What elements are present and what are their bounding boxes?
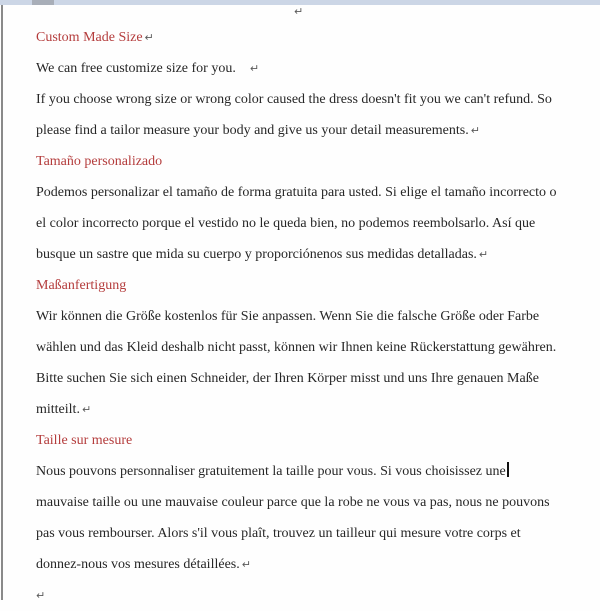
paragraph-mark: ↵ — [249, 62, 260, 75]
text-line[interactable] — [36, 456, 581, 487]
heading-text: Taille sur mesure — [36, 433, 133, 448]
document-text-area[interactable] — [36, 22, 581, 611]
heading-text: Maßanfertigung — [36, 278, 127, 293]
paragraph-mark: ↵ — [81, 403, 92, 416]
text-line[interactable] — [36, 518, 581, 549]
text-line[interactable] — [36, 239, 581, 270]
body-text: If you choose wrong size or wrong color caused the dress doesn't fit you we can't refund. So — [36, 92, 552, 107]
paragraph-mark: ↵ — [478, 248, 489, 261]
text-line[interactable] — [36, 487, 581, 518]
heading-text: Tamaño personalizado — [36, 154, 163, 169]
text-line[interactable] — [36, 53, 581, 84]
heading-tamano-personalizado[interactable] — [36, 146, 581, 177]
paragraph-mark: ↵ — [470, 124, 480, 137]
body-text: please find a tailor measure your body and give us your detail measurements. — [36, 123, 469, 138]
body-text: Bitte suchen Sie sich einen Schneider, der Ihren Körper misst und uns Ihre genauen Maße — [36, 371, 539, 386]
text-line[interactable] — [36, 394, 581, 425]
body-text: busque un sastre que mida su cuerpo y proporciónenos sus medidas detalladas. — [36, 247, 477, 262]
text-line[interactable] — [36, 301, 581, 332]
paragraph-mark: ↵ — [294, 5, 304, 18]
text-line[interactable] — [36, 177, 581, 208]
body-text: wählen und das Kleid deshalb nicht passt, können wir Ihnen keine Rückerstattung gewähren. — [36, 340, 557, 355]
text-line[interactable] — [36, 84, 581, 115]
heading-taille-sur-mesure[interactable] — [36, 425, 581, 456]
body-text: Nous pouvons personnaliser gratuitement la taille pour vous. Si vous choisissez une — [36, 464, 506, 479]
heading-custom-made-size[interactable] — [36, 22, 581, 53]
body-text: donnez-nous vos mesures détaillées. — [36, 557, 240, 572]
body-text: mitteilt. — [36, 402, 80, 417]
body-text: We can free customize size for you. — [36, 61, 236, 76]
body-text: Podemos personalizar el tamaño de forma gratuita para usted. Si elige el tamaño incorrecto o — [36, 185, 557, 200]
heading-massanfertigung[interactable] — [36, 270, 581, 301]
text-line[interactable] — [36, 115, 581, 146]
paragraph-mark: ↵ — [241, 558, 251, 571]
text-line[interactable] — [36, 363, 581, 394]
paragraph-mark: ↵ — [144, 31, 154, 44]
body-text: pas vous rembourser. Alors s'il vous plaît, trouvez un tailleur qui mesure votre corps et — [36, 526, 521, 541]
page-left-border — [1, 5, 3, 600]
body-text: el color incorrecto porque el vestido no le queda bien, no podemos reembolsarlo. Así que — [36, 216, 536, 231]
body-text: Wir können die Größe kostenlos für Sie anpassen. Wenn Sie die falsche Größe oder Farbe — [36, 309, 540, 324]
text-line[interactable] — [36, 549, 581, 580]
text-cursor — [507, 462, 509, 477]
scrollbar-thumb[interactable] — [32, 0, 54, 5]
heading-text: Custom Made Size — [36, 30, 143, 45]
text-line[interactable] — [36, 208, 581, 239]
text-line[interactable] — [36, 332, 581, 363]
body-text: mauvaise taille ou une mauvaise couleur parce que la robe ne vous va pas, nous ne pouvons — [36, 495, 550, 510]
empty-paragraph-line[interactable] — [36, 580, 581, 611]
paragraph-mark: ↵ — [36, 589, 46, 602]
